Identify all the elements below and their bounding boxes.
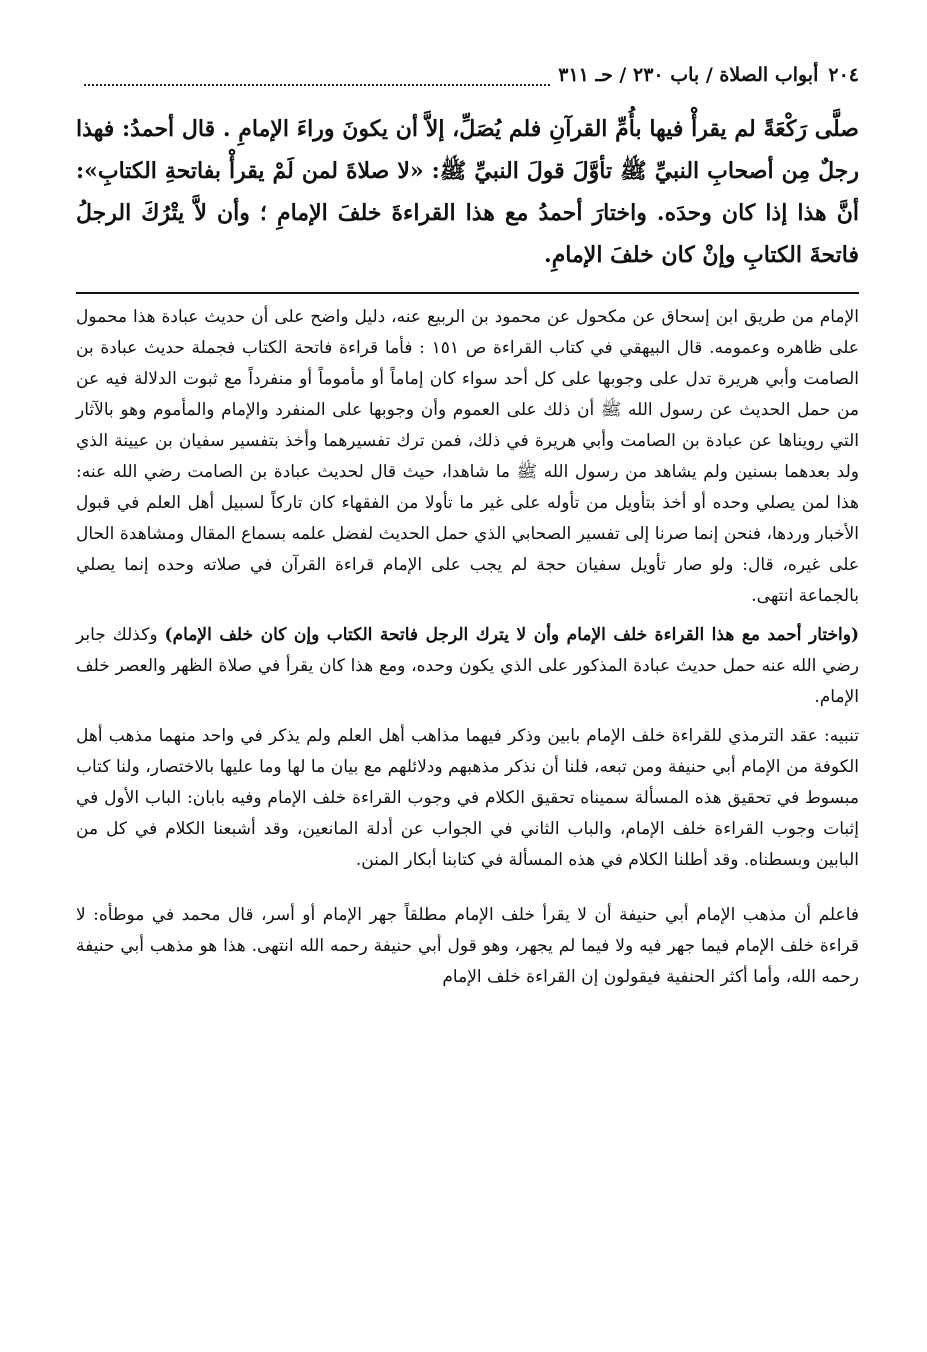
footnote-paragraph-4: فاعلم أن مذهب الإمام أبي حنيفة أن لا يقرأ خلف الإمام مطلقاً جهر الإمام أو أسر، قال محمد في موطأه: لا قراءة خلف الإمام فيما جهر فيه ولا فيما لم يجهر، وهو قول أبي حنيفة رحمه الله انتهى. هذا هو مذهب أبي حنيفة رحمه الله، وأما أكثر الحنفية فيقولون إن القراءة خلف الإمام xyxy=(76,905,860,987)
footnotes xyxy=(76,302,859,993)
footnote-paragraph-2 xyxy=(76,620,859,713)
book-page xyxy=(76,58,859,993)
footnote-paragraph-2-body: وكذلك جابر رضي الله عنه حمل حديث عبادة المذكور على الذي يكون وحده، ومع هذا كان يقرأ في صلاة الظهر والعصر خلف الإمام. xyxy=(76,625,859,707)
page-number: ٢٠٤ xyxy=(828,64,859,86)
footnote-paragraph-1: الإمام من طريق ابن إسحاق عن مكحول عن محمود بن الربيع عنه، دليل واضح على أن حديث عبادة هذا محمول على ظاهره وعمومه. قال البيهقي في كتاب القراءة ص ١٥١ : فأما قراءة فاتحة الكتاب فجملة حديث عبادة بن الصامت وأبي هريرة تدل على وجوبها على كل أحد سواء كان إماماً أو مأموماً أو منفرداً مع ثبوت الدلالة فيه عن من حمل الحديث عن رسول الله ﷺ أن ذلك على العموم وأن وجوبها على المنفرد والإمام والمأموم وهو بالآثار التي رويناها عن عبادة بن الصامت وأبي هريرة في ذلك، فمن ترك تفسيرهما وأخذ بتفسير سفيان بن عيينة الذي ولد بعدهما بسنين ولم يشاهد من رسول الله ﷺ ما شاهدا، حيث قال لحديث عبادة بن الصامت رضي الله عنه: هذا لمن يصلي وحده أو أخذ بتأويل من تأوله على غير ما تأولا من الفقهاء كان تاركاً لسبيل أهل العلم في قبول الأخبار وردها، فنحن إنما صرنا إلى تفسير الصحابي الذي حمل الحديث لفضل علمه بسماع المقال ومشاهدة الحال على غيره، قال: ولو صار تأويل سفيان حجة لم يجب على الإمام قراءة القرآن في صلاته وحده إنما يصلي بالجماعة انتهى. xyxy=(76,307,859,606)
header-title: أبواب الصلاة / باب ٢٣٠ / حـ ٣١١ xyxy=(558,64,819,86)
footnote-paragraph-3: تنبيه: عقد الترمذي للقراءة خلف الإمام بابين وذكر فيهما مذاهب أهل العلم ولم يذكر في واحد منهما مذهب أهل الكوفة من الإمام أبي حنيفة ومن تبعه، فلنا أن نذكر مذهبهم ودلائلهم مع بيان ما لها وما عليها بالاختصار، ولنا كتاب مبسوط في تحقيق هذه المسألة سميناه تحقيق الكلام في وجوب القراءة خلف الإمام وفيه بابان: الباب الأول في إثبات وجوب القراءة خلف الإمام، والباب الثاني في الجواب عن أدلة المانعين، وقد أشبعنا الكلام في كل من البابين وبسطناه. وقد أطلنا الكلام في هذه المسألة في كتابنا أبكار المنن. xyxy=(76,726,859,870)
main-paragraph: صلَّى رَكْعَةً لم يقرأْ فيها بأُمِّ القرآنِ فلم يُصَلِّ، إلاَّ أن يكونَ وراءَ الإمامِ . قال أحمدُ: فهذا رجلٌ مِن أصحابِ النبيِّ ﷺ تأوَّلَ قولَ النبيِّ ﷺ: «لا صلاةَ لمن لَمْ يقرأْ بفاتحةِ الكتابِ»: أنَّ هذا إذا كان وحدَه. واختارَ أحمدُ مع هذا القراءةَ خلفَ الإمامِ ؛ وأن لاَّ يتْرُكَ الرجلُ فاتحةَ الكتابِ وإنْ كان خلفَ الإمامِ. xyxy=(76,116,859,268)
footnote-separator xyxy=(76,292,859,294)
header-dotted-leader xyxy=(84,64,550,86)
main-text xyxy=(76,108,859,276)
footnote-quoted-lemma: (واختار أحمد مع هذا القراءة خلف الإمام وأن لا يترك الرجل فاتحة الكتاب وإن كان خلف الإمام) xyxy=(164,625,859,645)
running-header xyxy=(76,58,859,92)
